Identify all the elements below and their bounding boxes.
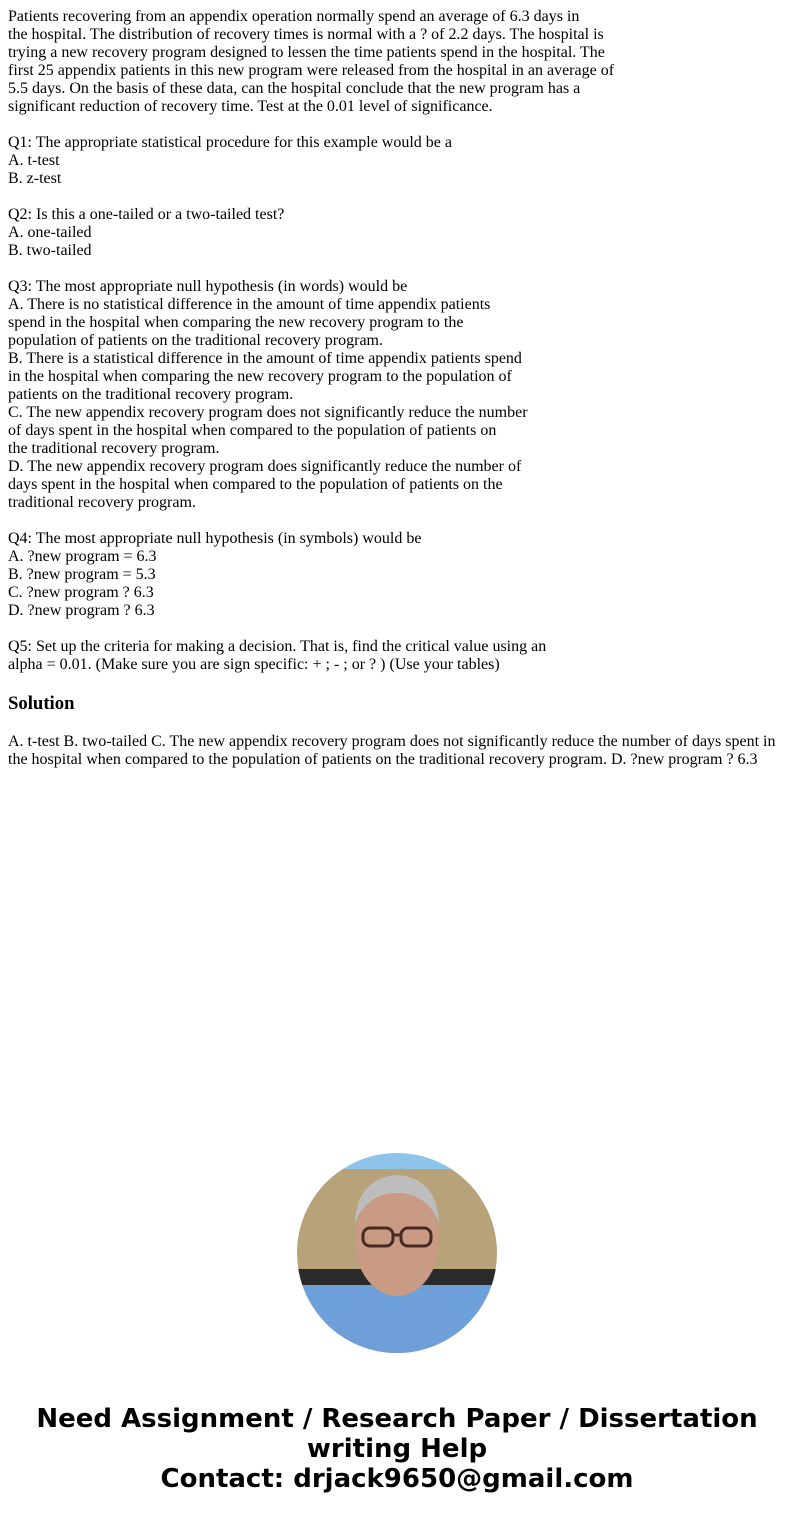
text-line: significant reduction of recovery time. Test at the 0.01 level of significance. [8,98,493,115]
option: D. ?new program ? 6.3 [8,602,155,619]
option: days spent in the hospital when compared to the population of patients on the [8,476,503,493]
question-5 [8,638,786,674]
option: D. The new appendix recovery program does significantly reduce the number of [8,458,522,475]
person-photo-icon [297,1153,497,1353]
option: the traditional recovery program. [8,440,220,457]
question-3 [8,278,786,512]
text-line: Patients recovering from an appendix operation normally spend an average of 6.3 days in [8,8,580,25]
text-line: 5.5 days. On the basis of these data, can the hospital conclude that the new program has a [8,80,581,97]
text-line: first 25 appendix patients in this new program were released from the hospital in an average of [8,62,615,79]
text-line: trying a new recovery program designed to lessen the time patients spend in the hospital. The [8,44,605,61]
problem-statement [8,8,786,116]
option: in the hospital when comparing the new recovery program to the population of [8,368,512,385]
question-text: Q1: The appropriate statistical procedure for this example would be a [8,134,452,151]
option: C. The new appendix recovery program does not significantly reduce the number [8,404,528,421]
footer-contact [0,1404,794,1494]
author-avatar [297,1153,497,1353]
footer-line: writing Help [306,1434,488,1464]
option: C. ?new program ? 6.3 [8,584,154,601]
footer-line: Need Assignment / Research Paper / Dissertation [36,1404,758,1434]
option: B. ?new program = 5.3 [8,566,156,583]
option: B. z-test [8,170,62,187]
question-1 [8,134,786,188]
option: A. t-test [8,152,60,169]
option: patients on the traditional recovery program. [8,386,294,403]
question-2 [8,206,786,260]
option: B. There is a statistical difference in the amount of time appendix patients spend [8,350,522,367]
document-content [8,8,786,769]
question-text: Q3: The most appropriate null hypothesis (in words) would be [8,278,408,295]
question-text: Q5: Set up the criteria for making a decision. That is, find the critical value using an [8,638,547,655]
option: traditional recovery program. [8,494,196,511]
question-4 [8,530,786,620]
solution-text: A. t-test B. two-tailed C. The new appendix recovery program does not significantly reduce the number of days spent in the hospital when compared to the population of patients on the traditional recovery program. D. ?new program ? 6.3 [8,733,776,769]
solution-heading: Solution [8,692,75,714]
option: A. There is no statistical difference in the amount of time appendix patients [8,296,491,313]
footer-contact-email: Contact: drjack9650@gmail.com [160,1464,634,1494]
option: B. two-tailed [8,242,92,259]
option: population of patients on the traditional recovery program. [8,332,383,349]
option: of days spent in the hospital when compared to the population of patients on [8,422,497,439]
option: A. ?new program = 6.3 [8,548,157,565]
option: A. one-tailed [8,224,92,241]
question-text: Q4: The most appropriate null hypothesis (in symbols) would be [8,530,422,547]
text-line: the hospital. The distribution of recovery times is normal with a ? of 2.2 days. The hospital is [8,26,604,43]
option: spend in the hospital when comparing the new recovery program to the [8,314,464,331]
question-text: alpha = 0.01. (Make sure you are sign specific: + ; - ; or ? ) (Use your tables) [8,656,500,673]
question-text: Q2: Is this a one-tailed or a two-tailed test? [8,206,285,223]
